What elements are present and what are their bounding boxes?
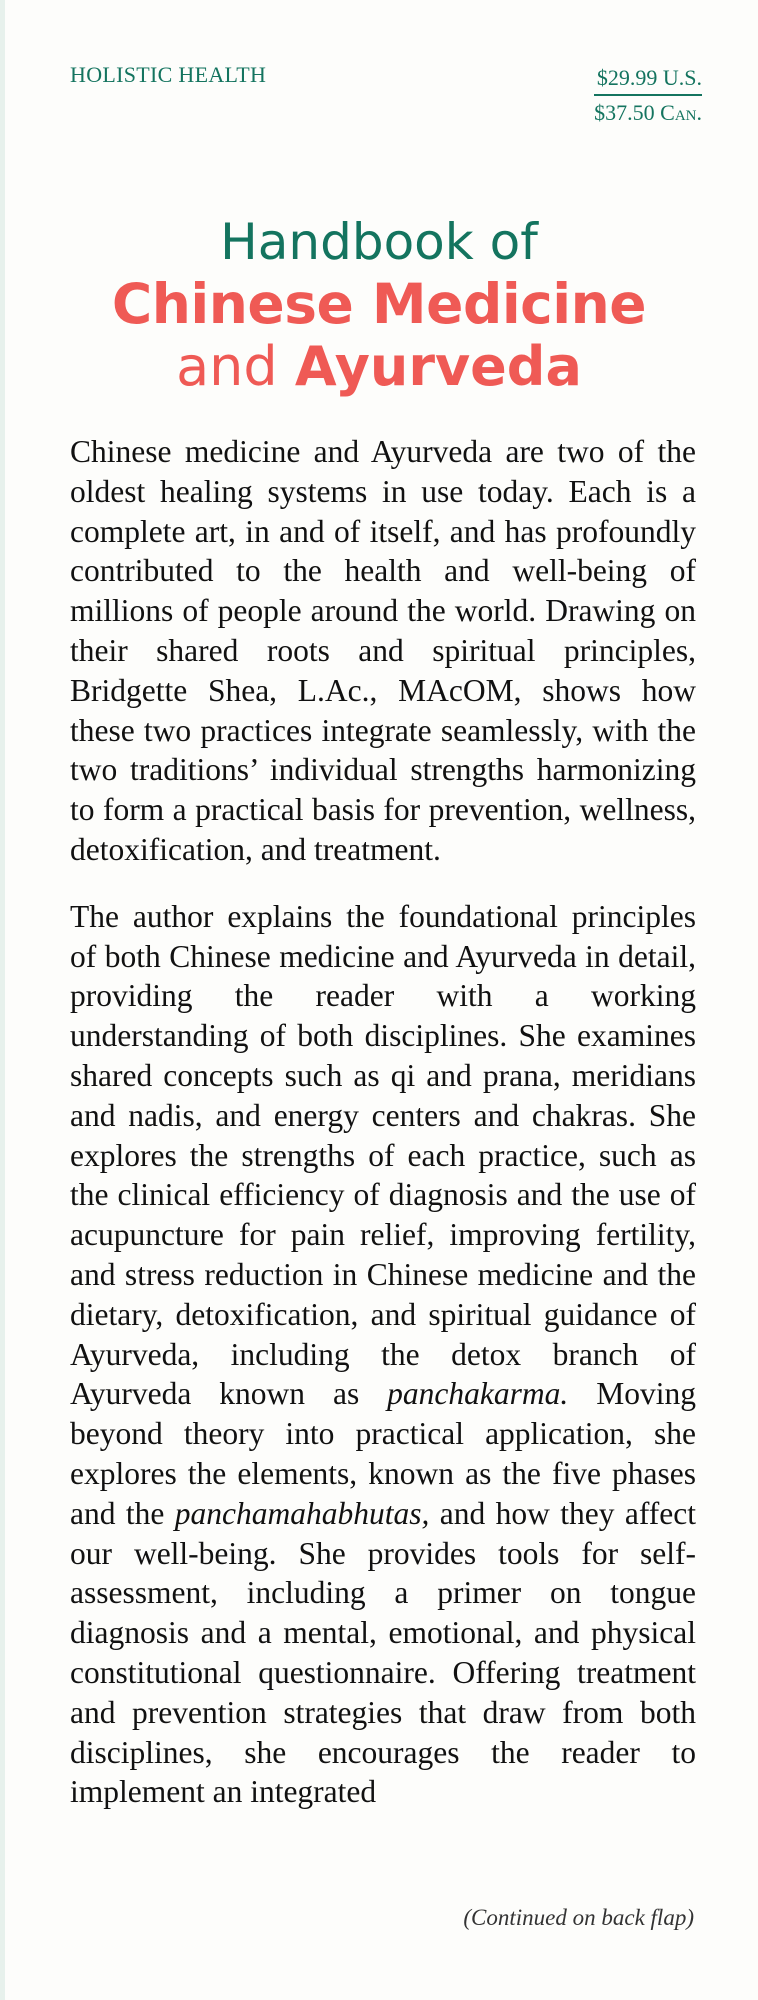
continued-note: (Continued on back flap) (463, 1905, 694, 1930)
title-line-2: Chinese Medicine (111, 272, 647, 336)
price-divider (594, 94, 702, 96)
price-can-label: Can. (660, 100, 702, 125)
category-label: HOLISTIC HEALTH (70, 62, 267, 87)
book-title (0, 212, 758, 398)
flap-paragraph-1: Chinese medicine and Ayurveda are two of the oldest healing systems in use today. Each is a complete art, in and of itself, and has profoundly contributed to the health and well-being of millions of people around the world. Drawing on their shared roots and spiritual principles, Bridgette Shea, L.Ac., MAcOM, shows how these two practices integrate seamlessly, with the two traditions’ individual strengths harmonizing to form a practical basis for prevention, wellness, detoxification, and treatment. (70, 434, 696, 867)
price-can (594, 97, 702, 128)
paragraph-2-part-a: The author explains the foundational principles of both Chinese medicine and Ayurveda in detail, providing the reader with a working understanding of both disciplines. She examines shared concepts such as qi and prana, meridians and nadis, and energy centers and chakras. She explores the strengths of each practice, such as the clinical efficiency of diagnosis and the use of acupuncture for pain relief, improving fertility, and stress reduction in Chinese medicine and the dietary, detoxification, and spiritual guidance of Ayurveda, including the detox branch of Ayurveda known as (70, 898, 696, 1412)
paragraph-2-part-b: Moving beyond theory into practical application, she explores the elements, known as the five phases and the (70, 1376, 696, 1531)
title-line-3 (0, 336, 758, 398)
title-ayurveda: Ayurveda (294, 335, 582, 398)
price-block (594, 62, 702, 128)
flap-copy (70, 432, 696, 1812)
price-us: $29.99 U.S. (596, 65, 702, 90)
term-panchakarma: panchakarma. (387, 1376, 569, 1412)
flap-paragraph-2 (70, 897, 696, 1812)
title-and: and (176, 335, 278, 398)
title-line-1: Handbook of (220, 213, 538, 271)
paragraph-2-part-c: and how they affect our well-being. She provides tools for self-assessment, including a primer on tongue diagnosis and a mental, emotional, and physical constitutional questionnaire. Offering treatment and prevention strategies that draw from both disciplines, she encourages the reader to implement an integrated (70, 1495, 696, 1810)
price-can-amount: $37.50 (594, 100, 655, 125)
term-panchamahabhutas: panchamahabhutas, (174, 1495, 430, 1531)
